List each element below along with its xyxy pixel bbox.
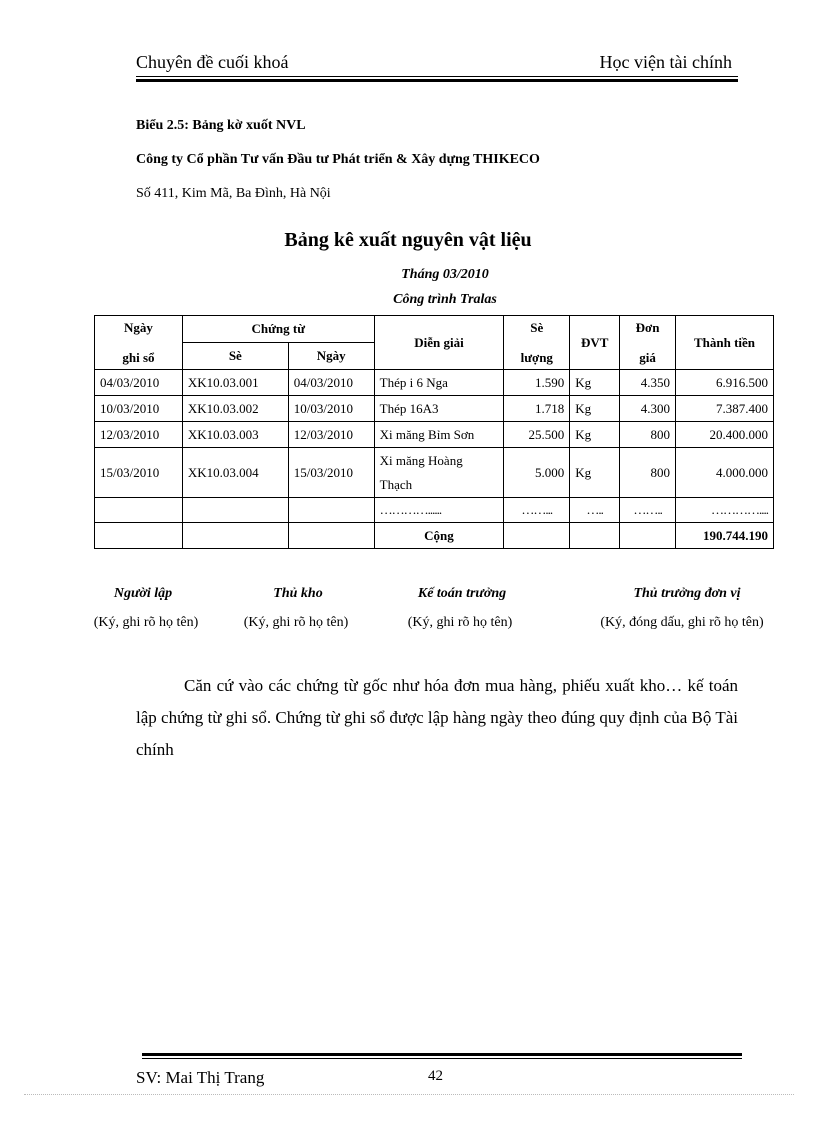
cell-dots-price: …….. xyxy=(620,498,676,523)
footer-rule-thick xyxy=(142,1053,742,1056)
signature-title-storekeeper: Thủ kho xyxy=(273,586,323,601)
cell-empty xyxy=(620,523,676,549)
company-name: Công ty Cổ phần Tư vấn Đầu tư Phát triển & Xây dựng THIKECO xyxy=(136,152,540,167)
header-rule-thin xyxy=(136,76,738,77)
header-amount: Thành tiền xyxy=(676,316,774,370)
cell-total-amount: 190.744.190 xyxy=(676,523,774,549)
signature-note-chief-accountant: (Ký, ghi rõ họ tên) xyxy=(407,615,513,630)
footer-student-name: SV: Mai Thị Trang xyxy=(136,1068,265,1087)
cell-amount: 20.400.000 xyxy=(676,422,774,448)
header-quantity xyxy=(504,316,570,370)
cell-unit-price: 4.350 xyxy=(620,370,676,396)
header-qty-line2: lượng xyxy=(520,349,553,365)
footer-rule-thin xyxy=(142,1058,742,1059)
cell-voucher-date: 15/03/2010 xyxy=(288,448,374,498)
body-paragraph xyxy=(136,670,738,766)
header-posting-date xyxy=(95,316,183,370)
cell-posted-date: 12/03/2010 xyxy=(95,422,183,448)
cell-quantity: 5.000 xyxy=(504,448,570,498)
cell-description xyxy=(374,448,504,498)
cell-description: Thép i 6 Nga xyxy=(374,370,504,396)
cell-dots-quantity: ……... xyxy=(504,498,570,523)
cell-unit: Kg xyxy=(570,370,620,396)
header-voucher: Chứng từ xyxy=(182,316,374,343)
company-address: Số 411, Kim Mã, Ba Đình, Hà Nội xyxy=(136,186,331,201)
cell-quantity: 1.590 xyxy=(504,370,570,396)
signature-title-chief-accountant: Kế toán trưởng xyxy=(417,586,507,601)
cell-unit-price: 800 xyxy=(620,422,676,448)
signature-note-preparer: (Ký, ghi rõ họ tên) xyxy=(93,615,199,630)
document-project: Công trình Tralas xyxy=(393,292,497,307)
cell-empty xyxy=(504,523,570,549)
header-voucher-number: Sè xyxy=(182,343,288,370)
cell-dots-description: …………...... xyxy=(374,498,504,523)
cell-empty xyxy=(288,523,374,549)
document-period: Tháng 03/2010 xyxy=(401,267,489,282)
cell-empty xyxy=(95,523,183,549)
table-row-placeholder xyxy=(95,498,774,523)
table-total-row xyxy=(95,523,774,549)
cell-quantity: 1.718 xyxy=(504,396,570,422)
cell-posted-date: 15/03/2010 xyxy=(95,448,183,498)
signature-title-preparer: Người lập xyxy=(113,586,173,601)
cell-quantity: 25.500 xyxy=(504,422,570,448)
form-label: Biểu 2.5: Bảng kờ xuốt NVL xyxy=(136,118,306,133)
cell-voucher-number: XK10.03.003 xyxy=(182,422,288,448)
cell-description: Thép 16A3 xyxy=(374,396,504,422)
header-price-line2: giá xyxy=(639,349,656,365)
header-voucher-date: Ngày xyxy=(288,343,374,370)
signature-note-director: (Ký, đóng dấu, ghi rõ họ tên) xyxy=(600,615,764,630)
cell-unit: Kg xyxy=(570,422,620,448)
cell-voucher-number: XK10.03.004 xyxy=(182,448,288,498)
cell-unit: Kg xyxy=(570,448,620,498)
table-row xyxy=(95,448,774,498)
cell-voucher-date: 12/03/2010 xyxy=(288,422,374,448)
table-row xyxy=(95,396,774,422)
body-paragraph-text: Căn cứ vào các chứng từ gốc như hóa đơn mua hàng, phiếu xuất kho… kế toán lập chứng từ ghi sổ. Chứng từ ghi sổ được lập hàng ngày theo đúng quy định của Bộ Tài chính xyxy=(136,676,738,759)
cell-description: Xi măng Bỉm Sơn xyxy=(374,422,504,448)
cell-posted-date: 04/03/2010 xyxy=(95,370,183,396)
header-qty-line1: Sè xyxy=(530,319,544,335)
cell-voucher-date: 10/03/2010 xyxy=(288,396,374,422)
cell-total-label: Cộng xyxy=(374,523,504,549)
header-unit-price xyxy=(620,316,676,370)
header-date-line2: ghi sổ xyxy=(122,349,155,365)
header-price-line1: Đơn xyxy=(635,319,660,335)
document-title: Bảng kê xuất nguyên vật liệu xyxy=(284,229,532,251)
cell-unit: Kg xyxy=(570,396,620,422)
cell-description-line2: Thạch xyxy=(379,476,413,492)
cell-posted-date: 10/03/2010 xyxy=(95,396,183,422)
cell-dots-amount: ………….... xyxy=(676,498,774,523)
table-row xyxy=(95,370,774,396)
table-header-row xyxy=(95,316,774,343)
footer-page-number: 42 xyxy=(428,1068,443,1084)
cell-empty xyxy=(95,498,183,523)
page-edge-dotted-line xyxy=(24,1094,794,1095)
signature-note-storekeeper: (Ký, ghi rõ họ tên) xyxy=(243,615,349,630)
cell-dots-unit: ….. xyxy=(570,498,620,523)
header-institution: Học viện tài chính xyxy=(599,52,732,72)
cell-empty xyxy=(182,523,288,549)
cell-voucher-number: XK10.03.001 xyxy=(182,370,288,396)
cell-amount: 7.387.400 xyxy=(676,396,774,422)
cell-unit-price: 4.300 xyxy=(620,396,676,422)
table-row xyxy=(95,422,774,448)
header-description: Diễn giải xyxy=(374,316,504,370)
cell-description-line1: Xi măng Hoàng xyxy=(379,452,463,468)
cell-voucher-number: XK10.03.002 xyxy=(182,396,288,422)
header-unit: ĐVT xyxy=(570,316,620,370)
signature-title-director: Thủ trưởng đơn vị xyxy=(633,586,741,601)
cell-empty xyxy=(288,498,374,523)
cell-empty xyxy=(570,523,620,549)
cell-unit-price: 800 xyxy=(620,448,676,498)
cell-empty xyxy=(182,498,288,523)
cell-amount: 6.916.500 xyxy=(676,370,774,396)
header-date-line1: Ngày xyxy=(124,319,153,335)
materials-issue-table xyxy=(94,315,774,549)
header-course-title: Chuyên đề cuối khoá xyxy=(136,52,289,72)
cell-amount: 4.000.000 xyxy=(676,448,774,498)
header-rule-thick xyxy=(136,79,738,82)
cell-voucher-date: 04/03/2010 xyxy=(288,370,374,396)
